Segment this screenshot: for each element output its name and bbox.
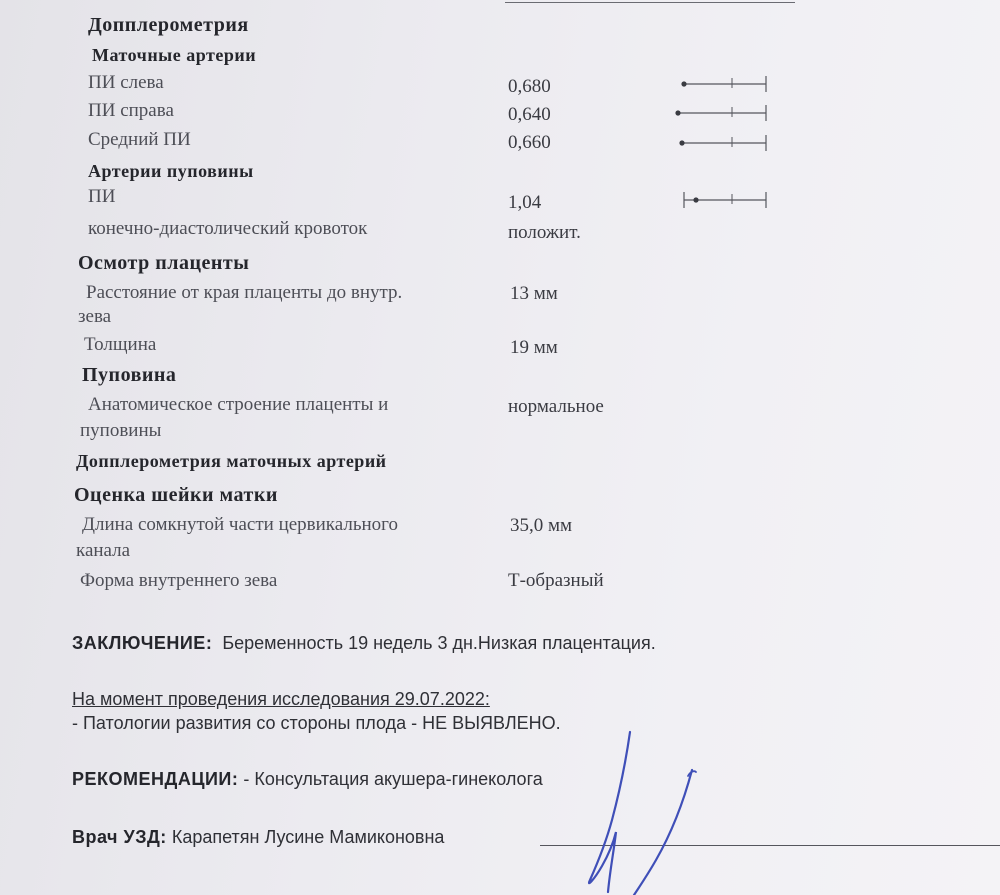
placenta-title: Осмотр плаценты	[78, 252, 250, 274]
conclusion-label: ЗАКЛЮЧЕНИЕ:	[72, 633, 213, 653]
pi-left-marker	[681, 81, 686, 86]
conclusion-text: Беременность 19 недель 3 дн.Низкая плацентация.	[222, 633, 656, 653]
exam-finding: - Патологии развития со стороны плода - НЕ ВЫЯВЛЕНО.	[72, 713, 561, 733]
pi-right-value: 0,640	[508, 104, 551, 125]
pi-left-gauge	[676, 74, 772, 94]
placenta-distance-label-line1: Расстояние от края плаценты до внутр.	[86, 282, 403, 303]
uterine-doppler-subtitle: Допплерометрия маточных артерий	[76, 451, 387, 471]
uterine-arteries-title: Маточные артерии	[92, 45, 257, 65]
cervix-length-label-line2: канала	[76, 540, 131, 561]
pi-right-marker	[675, 110, 680, 115]
pi-mean-label: Средний ПИ	[88, 129, 191, 150]
end-diastolic-flow-label: конечно-диастолический кровоток	[88, 218, 368, 239]
pi-mean-value: 0,660	[508, 132, 551, 153]
recommendations-row	[72, 768, 543, 790]
anatomy-label-line1: Анатомическое строение плаценты и	[88, 394, 389, 415]
doctor-name: Карапетян Лусине Мамиконовна	[171, 827, 445, 847]
pi-mean-marker	[679, 140, 684, 145]
umbilical-pi-label: ПИ	[88, 186, 116, 207]
conclusion-row	[72, 632, 656, 654]
umbilical-arteries-title: Артерии пуповины	[88, 161, 254, 181]
recommendations-text: - Консультация акушера-гинеколога	[243, 769, 543, 789]
cervix-length-label-line1: Длина сомкнутой части цервикального	[82, 514, 398, 535]
recommendations-label: РЕКОМЕНДАЦИИ:	[72, 769, 239, 789]
doctor-row	[72, 826, 444, 848]
umbilical-pi-gauge	[680, 189, 772, 211]
placenta-thickness-label: Толщина	[84, 334, 157, 355]
umbilical-cord-title: Пуповина	[82, 364, 177, 386]
umbilical-pi-value: 1,04	[508, 192, 542, 213]
pi-right-label: ПИ справа	[88, 100, 174, 121]
internal-os-value: Т-образный	[508, 570, 604, 591]
internal-os-label: Форма внутреннего зева	[80, 570, 278, 591]
pi-left-label: ПИ слева	[88, 72, 164, 93]
pi-left-value: 0,680	[508, 76, 551, 97]
anatomy-value: нормальное	[508, 396, 604, 417]
placenta-distance-label-line2: зева	[78, 306, 112, 327]
pi-right-gauge	[672, 103, 772, 123]
anatomy-label-line2: пуповины	[80, 420, 162, 441]
handwritten-signature	[560, 720, 700, 895]
end-diastolic-flow-value: положит.	[508, 222, 581, 243]
placenta-thickness-value: 19 мм	[510, 337, 558, 358]
top-underline	[505, 0, 795, 3]
umbilical-pi-marker	[693, 197, 698, 202]
doctor-label: Врач УЗД:	[72, 827, 167, 847]
cervix-length-value: 35,0 мм	[510, 515, 573, 536]
cervix-title: Оценка шейки матки	[74, 484, 278, 506]
exam-date-line: На момент проведения исследования 29.07.2022:	[72, 689, 490, 709]
placenta-distance-value: 13 мм	[510, 283, 558, 304]
doppler-title: Допплерометрия	[88, 14, 249, 36]
pi-mean-gauge	[674, 133, 772, 153]
